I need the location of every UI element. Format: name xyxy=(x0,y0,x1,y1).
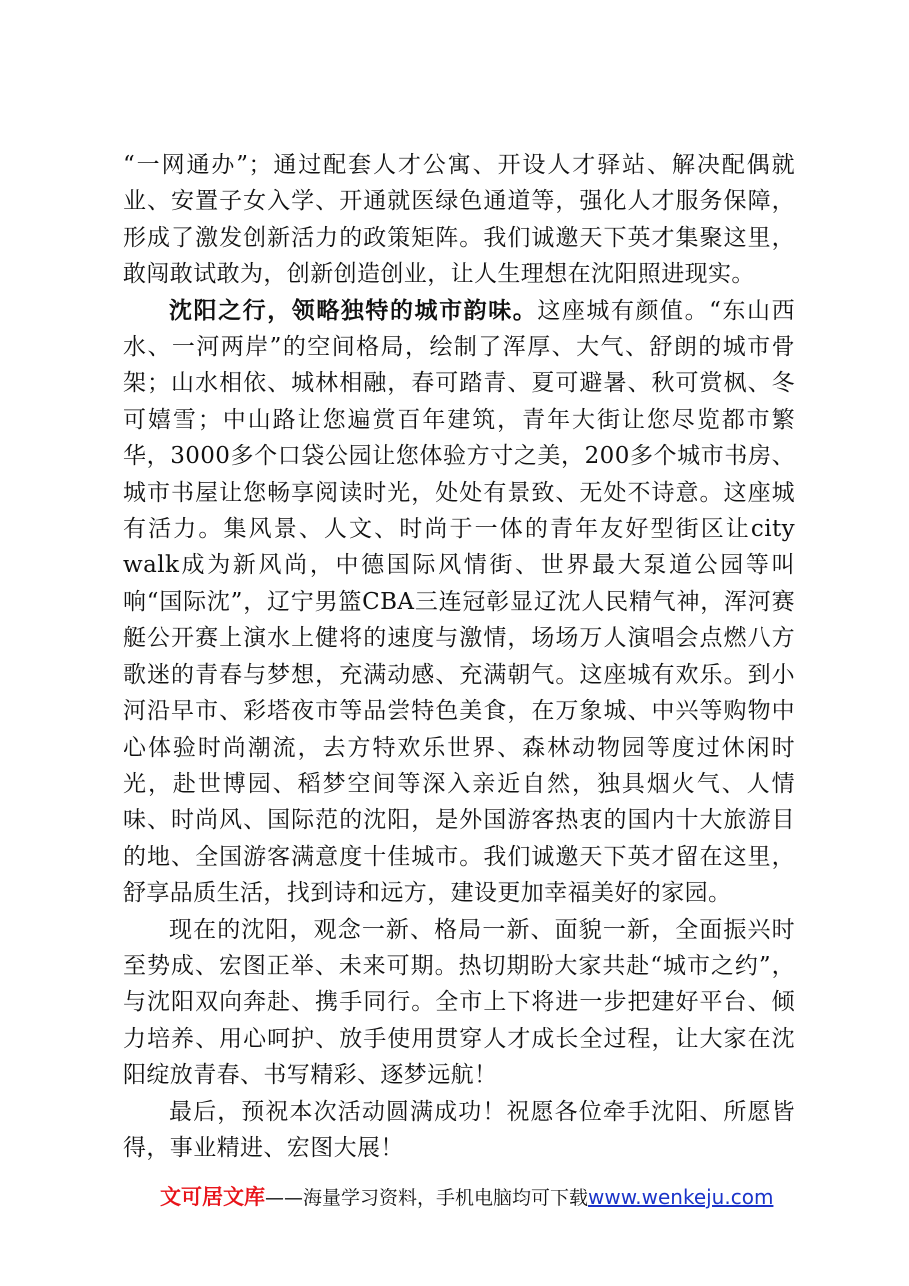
paragraph-talent-services: “一网通办”；通过配套人才公寓、开设人才驿站、解决配偶就业、安置子女入学、开通就医绿色通道等，强化人才服务保障，形成了激发创新活力的政策矩阵。我们诚邀天下英才集聚这里，敢闯敢试敢为，创新创造创业，让人生理想在沈阳照进现实。 xyxy=(123,152,795,288)
footer-website-link[interactable]: www.wenkeju.com xyxy=(588,1185,774,1209)
footer-tagline: 海量学习资料，手机电脑均可下载 xyxy=(303,1187,589,1209)
page-footer xyxy=(160,1180,800,1215)
footer-brand: 文可居文库 xyxy=(160,1185,265,1209)
paragraph-invitation: 现在的沈阳，观念一新、格局一新、面貌一新，全面振兴时至势成、宏图正举、未来可期。热切期盼大家共赴“城市之约”，与沈阳双向奔赴、携手同行。全市上下将进一步把建好平台、倾力培养、用心呵护、放手使用贯穿人才成长全过程，让大家在沈阳绽放青春、书写精彩、逐梦远航！ xyxy=(123,916,795,1089)
paragraph-city-charm xyxy=(123,293,795,912)
paragraph-closing: 最后，预祝本次活动圆满成功！祝愿各位牵手沈阳、所愿皆得，事业精进、宏图大展！ xyxy=(123,1098,795,1161)
document-body xyxy=(123,147,795,1166)
paragraph-city-charm-text: 这座城有颜值。“东山西水、一河两岸”的空间格局，绘制了浑厚、大气、舒朗的城市骨架；山水相依、城林相融，春可踏青、夏可避暑、秋可赏枫、冬可嬉雪；中山路让您遍赏百年建筑，青年大街让您尽览都市繁华，3000多个口袋公园让您体验方寸之美，200多个城市书房、城市书屋让您畅享阅读时光，处处有景致、无处不诗意。这座城有活力。集风景、人文、时尚于一体的青年友好型街区让city walk成为新风尚，中德国际风情街、世界最大泵道公园等叫响“国际沈”，辽宁男篮CBA三连冠彰显辽沈人民精气神，浑河赛艇公开赛上演水上健将的速度与激情，场场万人演唱会点燃八方歌迷的青春与梦想，充满动感、充满朝气。这座城有欢乐。到小河沿早市、彩塔夜市等品尝特色美食，在万象城、中兴等购物中心体验时尚潮流，去方特欢乐世界、森林动物园等度过休闲时光，赴世博园、稻梦空间等深入亲近自然，独具烟火气、人情味、时尚风、国际范的沈阳，是外国游客热衷的国内十大旅游目的地、全国游客满意度十佳城市。我们诚邀天下英才留在这里，舒享品质生活，找到诗和远方，建设更加幸福美好的家园。 xyxy=(123,297,795,907)
paragraph-lead-heading: 沈阳之行，领略独特的城市韵味。 xyxy=(169,296,538,324)
footer-dash: —— xyxy=(265,1187,303,1209)
